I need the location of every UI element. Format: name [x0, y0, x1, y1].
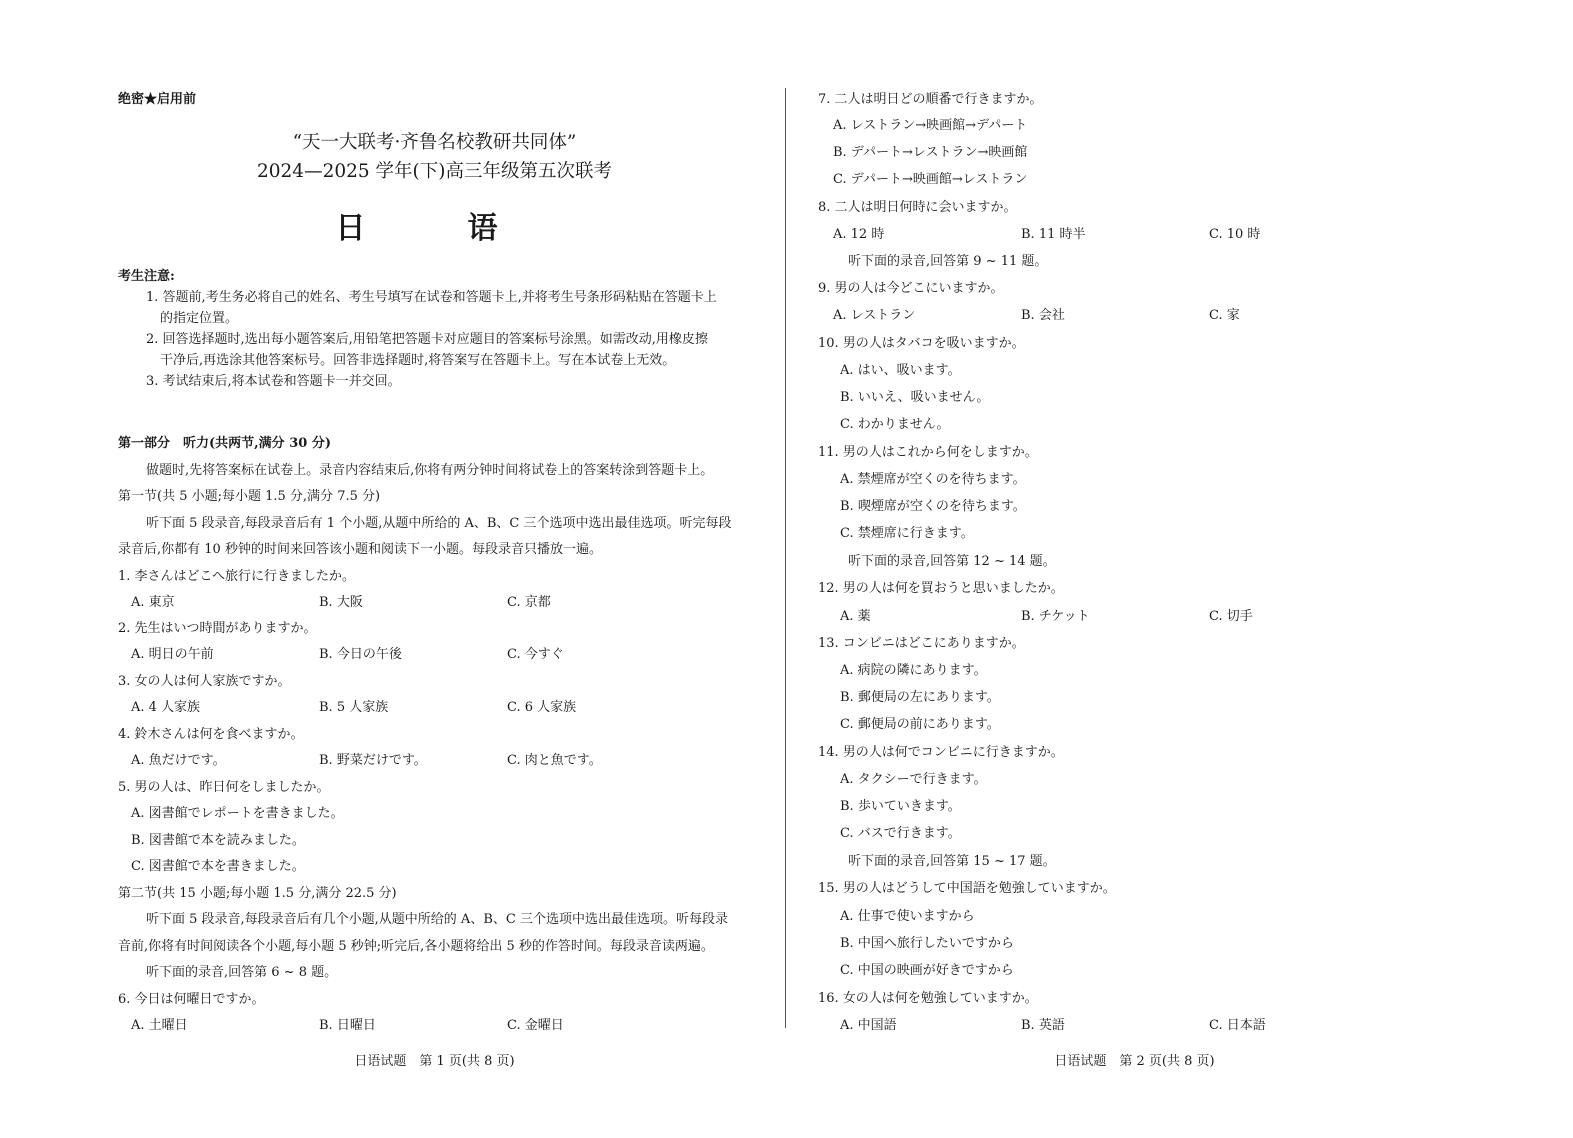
- confidential-label: 绝密★启用前: [118, 92, 197, 107]
- option: B. 今日の午後: [319, 647, 402, 662]
- option: C. 10 時: [1209, 227, 1261, 242]
- option: A. 仕事で使いますから: [840, 909, 975, 924]
- listen-instruction: 听下面的录音,回答第 9 ~ 11 题。: [848, 254, 1048, 269]
- section2-intro: 音前,你将有时间阅读各个小题,每小题 5 秒钟;听完后,各小题将给出 5 秒的作答时间。每段录音读两遍。: [118, 939, 714, 954]
- page-footer-right: 日语试题 第 2 页(共 8 页): [1054, 1054, 1215, 1069]
- option: C. デパート→映画館→レストラン: [833, 172, 1028, 187]
- option: B. 図書館で本を読みました。: [131, 833, 305, 848]
- exam-title-line1: “天一大联考·齐鲁名校教研共同体”: [292, 132, 577, 153]
- option: B. いいえ、吸いません。: [840, 390, 990, 405]
- option: A. タクシーで行きます。: [840, 772, 987, 787]
- option: A. 魚だけです。: [131, 753, 226, 768]
- option: A. 土曜日: [131, 1018, 188, 1033]
- option: B. 野菜だけです。: [319, 753, 427, 768]
- listen-instruction: 听下面的录音,回答第 6 ~ 8 题。: [146, 965, 338, 980]
- question-6: 6. 今日は何曜日ですか。: [118, 992, 265, 1007]
- option: C. 肉と魚です。: [507, 753, 602, 768]
- option: A. 明日の午前: [131, 647, 214, 662]
- option: B. 日曜日: [319, 1018, 376, 1033]
- question-14: 14. 男の人は何でコンビニに行きますか。: [818, 745, 1064, 760]
- option: B. 喫煙席が空くのを待ちます。: [840, 499, 1026, 514]
- notice-line: 干净后,再选涂其他答案标号。回答非选择题时,将答案写在答题卡上。写在本试卷上无效。: [160, 353, 676, 368]
- question-9: 9. 男の人は今どこにいますか。: [818, 281, 1004, 296]
- option: C. わかりません。: [840, 417, 950, 432]
- notice-line: 3. 考试结束后,将本试卷和答题卡一并交回。: [146, 374, 401, 389]
- notice-line: 2. 回答选择题时,选出每小题答案后,用铅笔把答题卡对应题目的答案标号涂黑。如需改动,用橡皮擦: [146, 332, 708, 347]
- option: C. 6 人家族: [507, 700, 577, 715]
- question-5: 5. 男の人は、昨日何をしましたか。: [118, 780, 330, 795]
- part1-heading: 第一部分 听力(共两节,满分 30 分): [118, 436, 331, 451]
- option: A. レストラン: [833, 308, 916, 323]
- option: C. 中国の映画が好きですから: [840, 963, 1014, 978]
- column-divider: [785, 88, 786, 1028]
- option: A. 薬: [840, 609, 871, 624]
- listen-instruction: 听下面的录音,回答第 12 ~ 14 题。: [848, 554, 1056, 569]
- part1-intro: 做题时,先将答案标在试卷上。录音内容结束后,你将有两分钟时间将试卷上的答案转涂到答题卡上。: [146, 463, 714, 478]
- option: B. 英語: [1021, 1018, 1065, 1033]
- question-13: 13. コンビニはどこにありますか。: [818, 636, 1025, 651]
- option: C. 今すぐ: [507, 647, 564, 662]
- option: A. はい、吸います。: [840, 363, 961, 378]
- option: C. バスで行きます。: [840, 826, 961, 841]
- option: B. デパート→レストラン→映画館: [833, 145, 1028, 160]
- option: A. 禁煙席が空くのを待ちます。: [840, 472, 1026, 487]
- question-3: 3. 女の人は何人家族ですか。: [118, 674, 291, 689]
- option: C. 図書館で本を書きました。: [131, 859, 305, 874]
- option: C. 金曜日: [507, 1018, 564, 1033]
- listen-instruction: 听下面的录音,回答第 15 ~ 17 题。: [848, 854, 1056, 869]
- option: B. 歩いていきます。: [840, 799, 961, 814]
- option: B. チケット: [1021, 609, 1090, 624]
- option: C. 家: [1209, 308, 1240, 323]
- question-4: 4. 鈴木さんは何を食べますか。: [118, 727, 304, 742]
- exam-title-line2: 2024—2025 学年(下)高三年级第五次联考: [257, 161, 612, 182]
- page-footer-left: 日语试题 第 1 页(共 8 页): [354, 1054, 515, 1069]
- option: B. 11 時半: [1021, 227, 1086, 242]
- question-16: 16. 女の人は何を勉強していますか。: [818, 991, 1038, 1006]
- option: A. レストラン→映画館→デパート: [833, 118, 1028, 133]
- question-12: 12. 男の人は何を買おうと思いましたか。: [818, 581, 1064, 596]
- option: A. 図書館でレポートを書きました。: [131, 806, 344, 821]
- option: C. 郵便局の前にあります。: [840, 717, 1000, 732]
- section2-intro: 听下面 5 段录音,每段录音后有几个小题,从题中所给的 A、B、C 三个选项中选出最佳选项。听每段录: [146, 912, 728, 927]
- option: C. 禁煙席に行きます。: [840, 526, 974, 541]
- question-10: 10. 男の人はタバコを吸いますか。: [818, 336, 1025, 351]
- question-1: 1. 李さんはどこへ旅行に行きましたか。: [118, 569, 356, 584]
- question-8: 8. 二人は明日何時に会いますか。: [818, 200, 1017, 215]
- section2-heading: 第二节(共 15 小题;每小题 1.5 分,满分 22.5 分): [118, 886, 397, 901]
- section1-heading: 第一节(共 5 小题;每小题 1.5 分,满分 7.5 分): [118, 489, 381, 504]
- question-2: 2. 先生はいつ時間がありますか。: [118, 621, 317, 636]
- question-7: 7. 二人は明日どの順番で行きますか。: [818, 92, 1043, 107]
- option: B. 中国へ旅行したいですから: [840, 936, 1014, 951]
- option: B. 大阪: [319, 595, 363, 610]
- section1-intro: 听下面 5 段录音,每段录音后有 1 个小题,从题中所给的 A、B、C 三个选项中选出最佳选项。听完每段: [146, 516, 732, 531]
- option: A. 中国語: [840, 1018, 897, 1033]
- question-11: 11. 男の人はこれから何をしますか。: [818, 445, 1038, 460]
- option: B. 郵便局の左にあります。: [840, 690, 1000, 705]
- notice-line: 1. 答题前,考生务必将自己的姓名、考生号填写在试卷和答题卡上,并将考生号条形码粘贴在答题卡上: [146, 290, 717, 305]
- notice-heading: 考生注意:: [118, 269, 175, 284]
- option: C. 京都: [507, 595, 551, 610]
- option: A. 東京: [131, 595, 175, 610]
- option: B. 5 人家族: [319, 700, 389, 715]
- section1-intro: 录音后,你都有 10 秒钟的时间来回答该小题和阅读下一小题。每段录音只播放一遍。: [118, 542, 602, 557]
- option: A. 病院の隣にあります。: [840, 663, 987, 678]
- subject-title: 日 语: [335, 211, 534, 246]
- notice-line: 的指定位置。: [160, 311, 239, 326]
- option: B. 会社: [1021, 308, 1065, 323]
- option: C. 日本語: [1209, 1018, 1266, 1033]
- option: A. 4 人家族: [131, 700, 201, 715]
- question-15: 15. 男の人はどうして中国語を勉強していますか。: [818, 881, 1116, 896]
- option: C. 切手: [1209, 609, 1253, 624]
- option: A. 12 時: [833, 227, 885, 242]
